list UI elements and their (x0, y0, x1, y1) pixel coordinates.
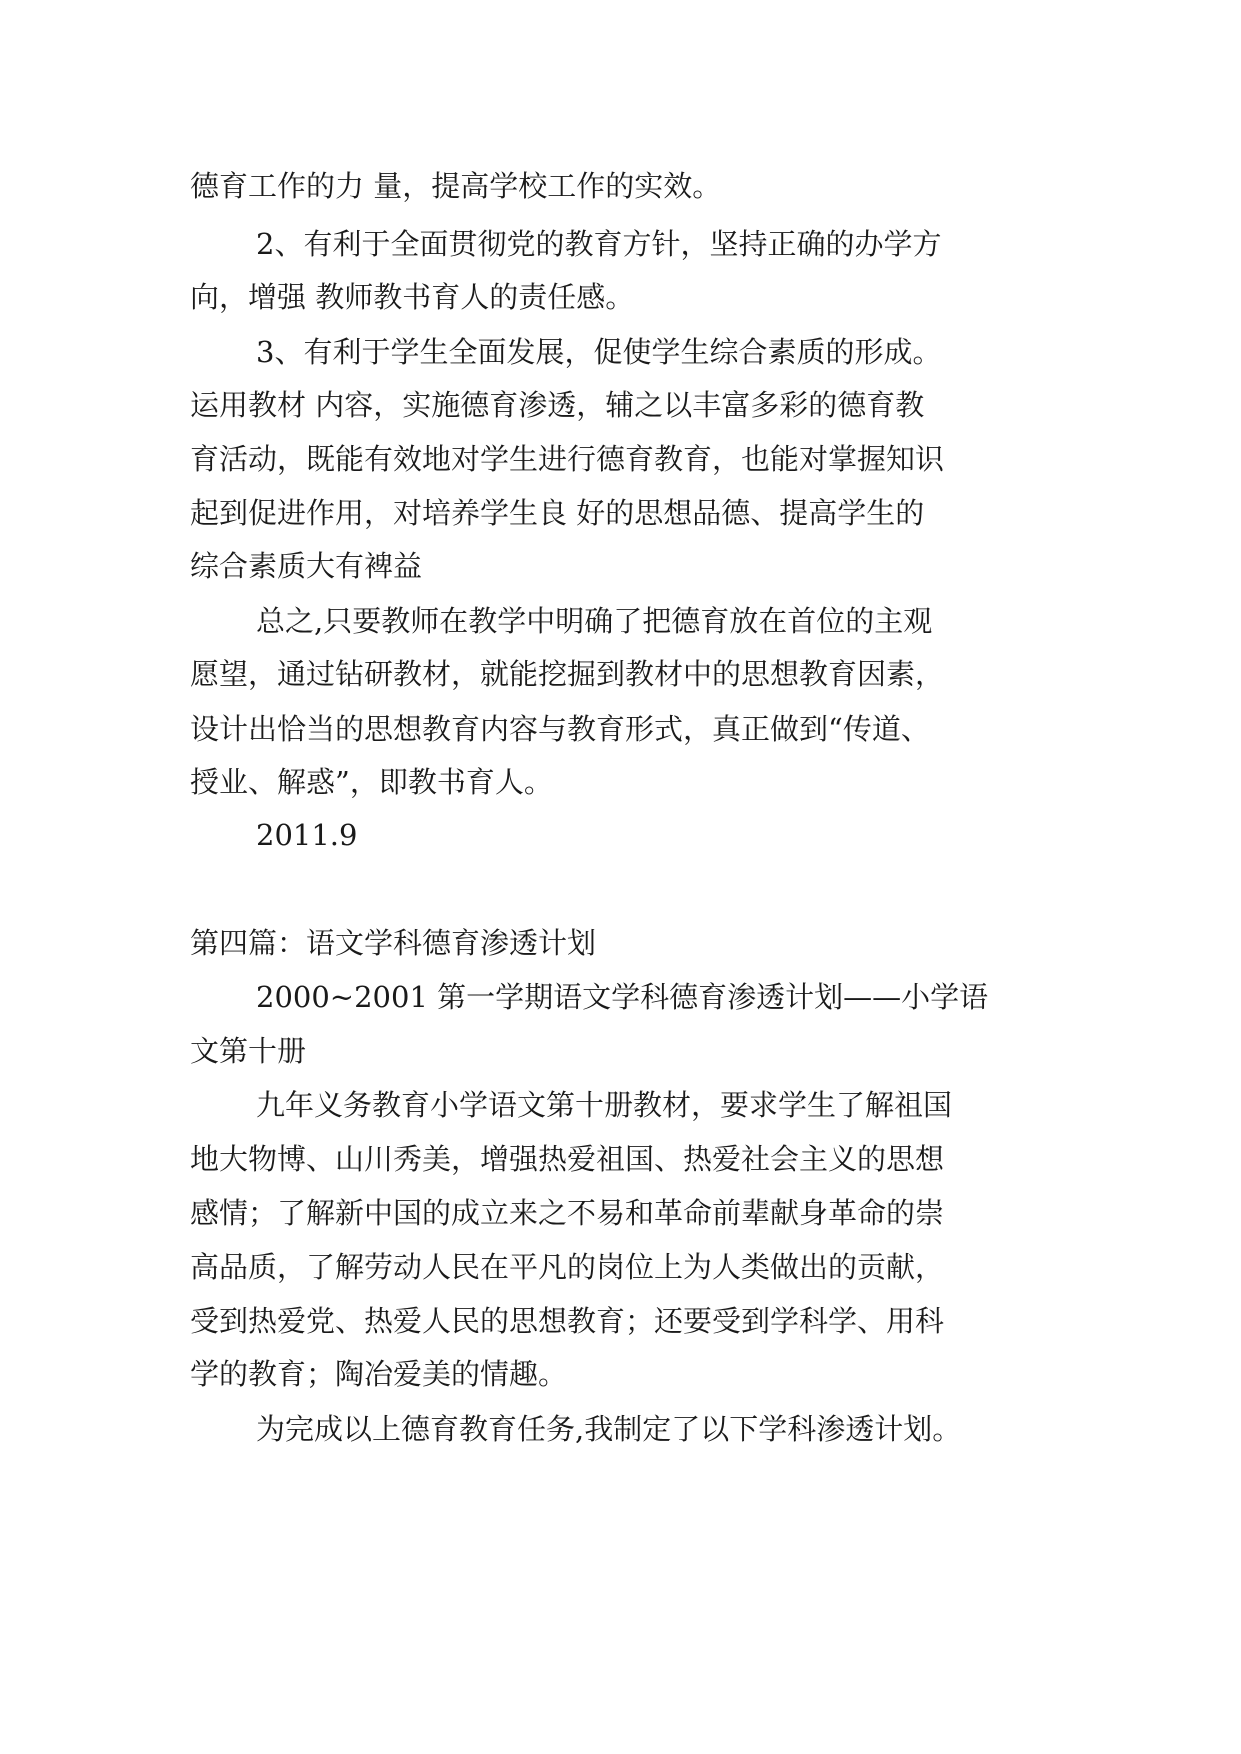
text-line-10: 愿望，通过钻研教材，就能挖掘到教材中的思想教育因素， (190, 657, 945, 691)
text-line-17: 九年义务教育小学语文第十册教材，要求学生了解祖国 (256, 1088, 953, 1122)
text-line-18: 地大物博、山川秀美，增强热爱祖国、热爱社会主义的思想 (190, 1142, 945, 1176)
text-line-19: 感情；了解新中国的成立来之不易和革命前辈献身革命的崇 (190, 1196, 945, 1230)
text-line-1: 德育工作的力 量，提高学校工作的实效。 (190, 169, 722, 203)
text-line-21: 受到热爱党、热爱人民的思想教育；还要受到学科学、用科 (190, 1304, 945, 1338)
text-line-2: 2、有利于全面贯彻党的教育方针，坚持正确的办学方 (256, 227, 942, 261)
text-line-11: 设计出恰当的思想教育内容与教育形式，真正做到“传道、 (190, 712, 930, 746)
section-heading: 第四篇：语文学科德育渗透计划 (190, 926, 597, 960)
text-line-4: 3、有利于学生全面发展，促使学生综合素质的形成。 (256, 335, 942, 369)
text-line-12: 授业、解惑”，即教书育人。 (190, 765, 553, 799)
text-line-3: 向，增强 教师教书育人的责任感。 (190, 280, 635, 314)
text-line-8: 综合素质大有裨益 (190, 549, 423, 583)
text-line-23: 为完成以上德育教育任务,我制定了以下学科渗透计划。 (256, 1412, 962, 1446)
text-line-6: 育活动，既能有效地对学生进行德育教育，也能对掌握知识 (190, 442, 945, 476)
date-line: 2011.9 (256, 818, 358, 852)
text-line-20: 高品质，了解劳动人民在平凡的岗位上为人类做出的贡献， (190, 1250, 945, 1284)
text-line-7: 起到促进作用，对培养学生良 好的思想品德、提高学生的 (190, 496, 925, 530)
text-line-22: 学的教育；陶冶爱美的情趣。 (190, 1357, 568, 1391)
text-line-9: 总之,只要教师在教学中明确了把德育放在首位的主观 (256, 604, 933, 638)
text-line-16: 文第十册 (190, 1034, 307, 1068)
text-line-5: 运用教材 内容，实施德育渗透，辅之以丰富多彩的德育教 (190, 388, 925, 422)
text-line-15: 2000~2001 第一学期语文学科德育渗透计划——小学语 (256, 980, 989, 1014)
